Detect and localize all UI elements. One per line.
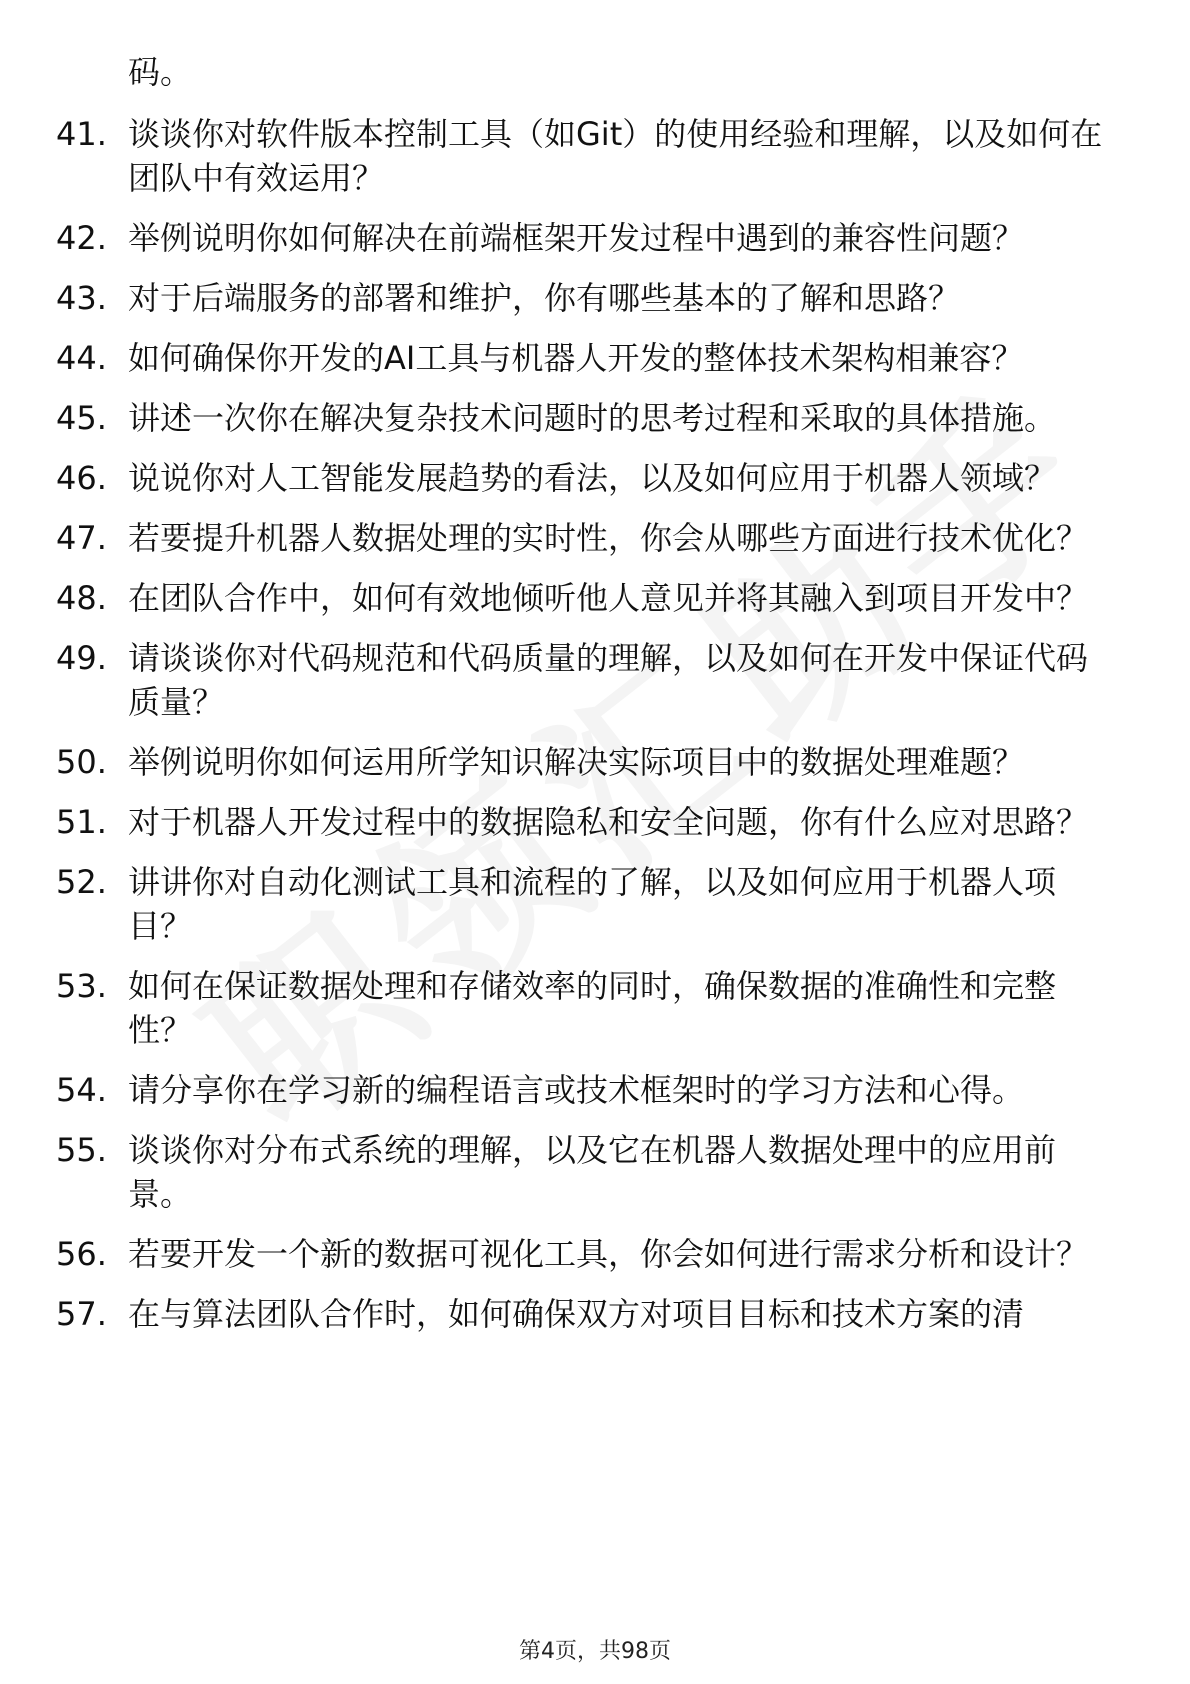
question-item xyxy=(0,276,1190,320)
question-number: 43. xyxy=(56,279,107,317)
question-text: 对于机器人开发过程中的数据隐私和安全问题，你有什么应对思路？ xyxy=(128,803,1089,841)
question-number: 52. xyxy=(56,863,107,901)
question-number: 53. xyxy=(56,967,107,1005)
question-number: 47. xyxy=(56,519,107,557)
question-text: 若要提升机器人数据处理的实时性，你会从哪些方面进行技术优化？ xyxy=(128,519,1089,557)
question-list xyxy=(0,112,1190,1352)
question-item xyxy=(0,1232,1190,1276)
question-item xyxy=(0,1128,1190,1216)
question-item xyxy=(0,216,1190,260)
question-text: 说说你对人工智能发展趋势的看法，以及如何应用于机器人领域？ xyxy=(128,459,1057,497)
question-number: 56. xyxy=(56,1235,107,1273)
question-text: 在与算法团队合作时，如何确保双方对项目目标和技术方案的清 xyxy=(128,1295,1025,1333)
question-item xyxy=(0,1068,1190,1112)
continuation-text: 码。 xyxy=(128,53,193,91)
question-text: 谈谈你对分布式系统的理解，以及它在机器人数据处理中的应用前景。 xyxy=(128,1131,1057,1213)
question-item xyxy=(0,456,1190,500)
question-item xyxy=(0,964,1190,1052)
question-number: 45. xyxy=(56,399,107,437)
question-text: 举例说明你如何运用所学知识解决实际项目中的数据处理难题？ xyxy=(128,743,1025,781)
question-item xyxy=(0,740,1190,784)
question-item xyxy=(0,636,1190,724)
question-number: 57. xyxy=(56,1295,107,1333)
question-number: 55. xyxy=(56,1131,107,1169)
question-number: 44. xyxy=(56,339,107,377)
question-text: 讲讲你对自动化测试工具和流程的了解，以及如何应用于机器人项目？ xyxy=(128,863,1057,945)
question-text: 在团队合作中，如何有效地倾听他人意见并将其融入到项目开发中？ xyxy=(128,579,1089,617)
question-item xyxy=(0,396,1190,440)
question-item xyxy=(0,112,1190,200)
question-number: 50. xyxy=(56,743,107,781)
question-text: 如何确保你开发的AI工具与机器人开发的整体技术架构相兼容？ xyxy=(128,339,1024,377)
question-text: 讲述一次你在解决复杂技术问题时的思考过程和采取的具体措施。 xyxy=(128,399,1057,437)
question-number: 48. xyxy=(56,579,107,617)
question-text: 若要开发一个新的数据可视化工具，你会如何进行需求分析和设计？ xyxy=(128,1235,1089,1273)
question-text: 如何在保证数据处理和存储效率的同时，确保数据的准确性和完整性？ xyxy=(128,967,1057,1049)
question-item xyxy=(0,1292,1190,1336)
question-item xyxy=(0,800,1190,844)
question-item xyxy=(0,860,1190,948)
question-text: 谈谈你对软件版本控制工具（如Git）的使用经验和理解，以及如何在团队中有效运用？ xyxy=(128,115,1103,197)
question-number: 42. xyxy=(56,219,107,257)
question-text: 对于后端服务的部署和维护，你有哪些基本的了解和思路？ xyxy=(128,279,961,317)
question-number: 49. xyxy=(56,639,107,677)
question-text: 请分享你在学习新的编程语言或技术框架时的学习方法和心得。 xyxy=(128,1071,1025,1109)
question-number: 54. xyxy=(56,1071,107,1109)
question-item xyxy=(0,576,1190,620)
question-item xyxy=(0,516,1190,560)
question-number: 46. xyxy=(56,459,107,497)
question-text: 举例说明你如何解决在前端框架开发过程中遇到的兼容性问题？ xyxy=(128,219,1025,257)
question-text: 请谈谈你对代码规范和代码质量的理解，以及如何在开发中保证代码质量？ xyxy=(128,639,1089,721)
question-number: 51. xyxy=(56,803,107,841)
question-number: 41. xyxy=(56,115,107,153)
page-footer: 第4页，共98页 xyxy=(519,1639,671,1664)
question-item xyxy=(0,336,1190,380)
